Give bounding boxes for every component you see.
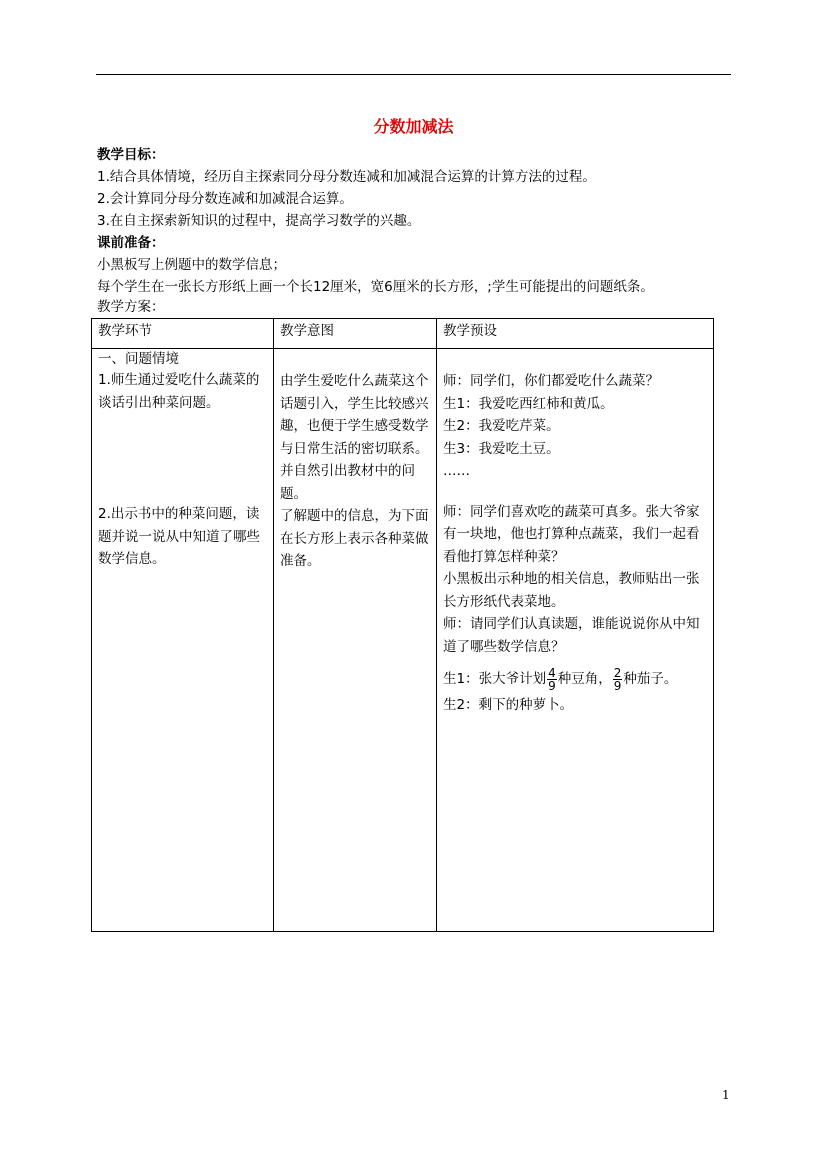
table-row <box>92 349 714 932</box>
step-2: 2.出示书中的种菜问题，读题并说一说从中知道了哪些数学信息。 <box>98 506 260 567</box>
intent-1: 由学生爱吃什么蔬菜这个话题引入，学生比较感兴趣，也便于学生感受数学与日常生活的密切联系。并自然引出教材中的问题。 <box>280 373 429 502</box>
col1-cell <box>92 349 274 932</box>
header-cell: 教学环节 <box>92 319 274 349</box>
dialog-line: 师：同学们，你们都爱吃什么蔬菜？ <box>443 373 659 389</box>
fraction-numerator: 2 <box>613 665 622 680</box>
header-cell: 教学意图 <box>274 319 437 349</box>
student-answer-2: 生2：剩下的种萝卜。 <box>443 697 574 713</box>
fraction <box>547 667 557 692</box>
blackboard-note: 小黑板出示种地的相关信息，教师贴出一张长方形纸代表菜地。 <box>443 571 700 610</box>
plan-heading: 教学方案： <box>97 299 165 315</box>
student-answer-1 <box>443 664 707 694</box>
dialog-line: 生2：我爱吃芹菜。 <box>443 418 560 434</box>
teacher-dialog: 师：同学们喜欢吃的蔬菜可真多。张大爷家有一块地，他也打算种点蔬菜，我们一起看看他打算怎样种菜？ <box>443 503 700 565</box>
header-cell: 教学预设 <box>437 319 714 349</box>
fraction <box>613 667 623 692</box>
prep-2: 每个学生在一张长方形纸上画一个长12厘米，宽6厘米的长方形，;学生可能提出的问题纸条。 <box>97 279 654 295</box>
step-1: 1.师生通过爱吃什么蔬菜的谈话引出种菜问题。 <box>98 372 260 411</box>
prep-heading: 课前准备： <box>97 235 165 251</box>
plan-table <box>91 318 714 932</box>
prep-1: 小黑板写上例题中的数学信息； <box>97 257 286 273</box>
dialog-line: 生3：我爱吃土豆。 <box>443 440 560 457</box>
fraction-numerator: 4 <box>548 665 556 680</box>
goal-1: 1.结合具体情境，经历自主探索同分母分数连减和加减混合运算的计算方法的过程。 <box>97 169 596 185</box>
goal-3: 3.在自主探索新知识的过程中，提高学习数学的兴趣。 <box>97 213 421 229</box>
teacher-question: 师：请同学们认真读题，谁能说说你从中知道了哪些数学信息？ <box>443 616 700 655</box>
intent-2: 了解题中的信息，为下面在长方形上表示各种菜做准备。 <box>280 508 429 569</box>
goal-2: 2.会计算同分母分数连减和加减混合运算。 <box>97 191 353 207</box>
goals-heading: 教学目标： <box>97 147 165 163</box>
header-rule <box>96 74 731 75</box>
table-header-row <box>92 319 714 349</box>
dialog-line: …… <box>443 463 470 479</box>
section-label: 一、问题情境 <box>98 351 179 367</box>
fraction-denominator: 9 <box>548 678 556 693</box>
fraction-denominator: 9 <box>613 678 622 693</box>
answer-text: 种茄子。 <box>623 671 678 687</box>
page-number: 1 <box>722 1088 730 1102</box>
col2-cell <box>274 349 437 932</box>
answer-text: 生1：张大爷计划 <box>443 671 547 687</box>
answer-text: 种豆角， <box>557 671 612 687</box>
col3-cell <box>437 349 714 932</box>
dialog-line: 生1：我爱吃西红柿和黄瓜。 <box>443 395 614 412</box>
page-title: 分数加减法 <box>373 117 454 136</box>
